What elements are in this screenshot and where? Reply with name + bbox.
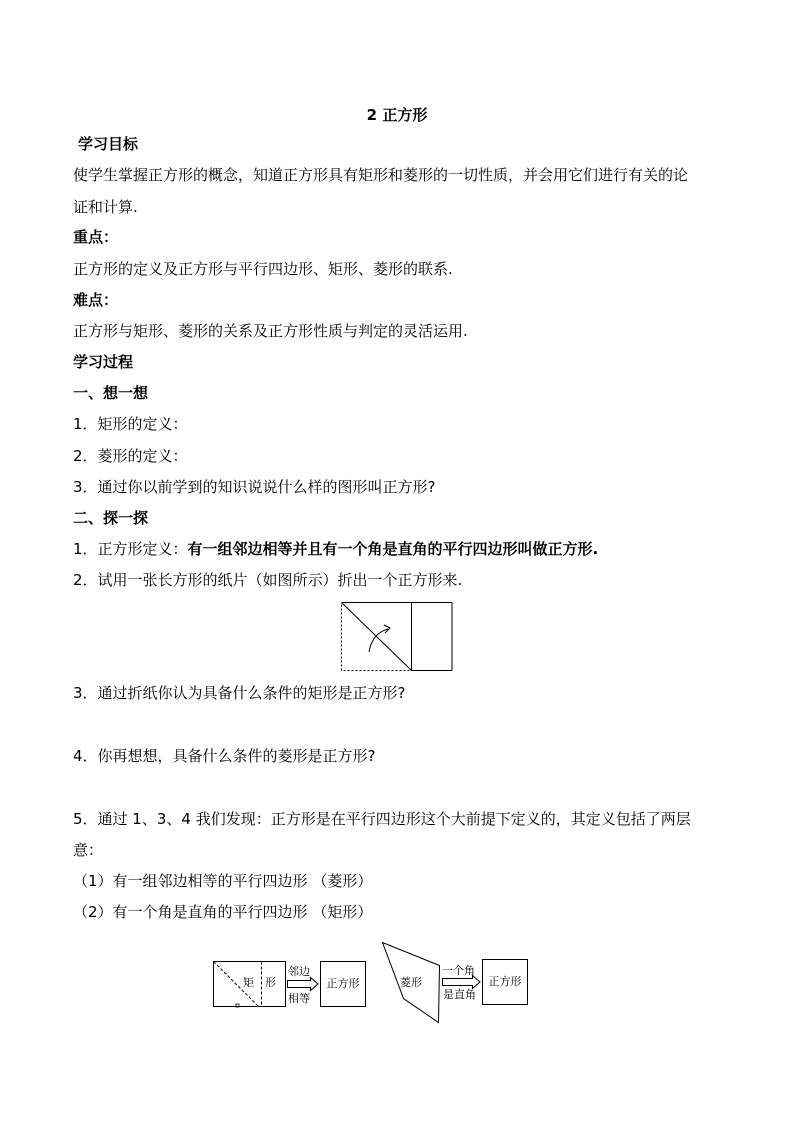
goal-heading: 学习目标 <box>78 135 139 153</box>
section2-item1 <box>73 539 598 559</box>
section2-item5-line2: 意： <box>73 841 104 859</box>
arrow1-bottom-label: 相等 <box>288 992 310 1005</box>
arrow2-top-label: 一个角 <box>442 964 475 977</box>
item1-prefix: 1．正方形定义： <box>73 540 188 558</box>
section2-sub2: （2）有一个角是直角的平行四边形 （矩形） <box>73 903 373 921</box>
goal-text-line1: 使学生掌握正方形的概念，知道正方形具有矩形和菱形的一切性质，并会用它们进行有关的论 <box>73 166 689 184</box>
section2-item3: 3．通过折纸你认为具备什么条件的矩形是正方形? <box>73 684 406 702</box>
section1-q3: 3．通过你以前学到的知识说说什么样的图形叫正方形? <box>73 478 436 496</box>
square-definition: 有一组邻边相等并且有一个角是直角的平行四边形叫做正方形. <box>187 540 599 558</box>
section1-heading: 一、想一想 <box>73 384 149 402</box>
difficulty-heading: 难点： <box>73 291 119 309</box>
relationship-diagram <box>210 940 540 1025</box>
square-label-1: 正方形 <box>326 977 360 990</box>
section1-q1: 1．矩形的定义： <box>73 415 188 433</box>
arrow2-bottom-label: 是直角 <box>443 988 476 1001</box>
rhombus-label: 菱形 <box>400 976 422 989</box>
section2-heading: 二、探一探 <box>73 509 149 527</box>
arrow1-icon <box>288 978 319 991</box>
rect-char2: 形 <box>265 976 276 989</box>
section1-q2: 2．菱形的定义： <box>73 447 188 465</box>
section2-item2: 2．试用一张长方形的纸片（如图所示）折出一个正方形来. <box>73 571 463 589</box>
rect-char1: 矩 <box>243 976 254 989</box>
square-label-2: 正方形 <box>488 975 522 988</box>
section2-sub1: （1）有一组邻边相等的平行四边形 （菱形） <box>73 872 373 890</box>
section2-item5-line1: 5．通过 1、3、4 我们发现：正方形是在平行四边形这个大前提下定义的，其定义包括了两层 <box>73 810 691 828</box>
fold-diagonal <box>342 603 412 671</box>
folding-paper-figure <box>341 602 453 672</box>
process-heading: 学习过程 <box>73 353 134 371</box>
key-text: 正方形的定义及正方形与平行四边形、矩形、菱形的联系. <box>73 260 453 278</box>
arrow2-icon <box>443 976 481 989</box>
key-heading: 重点： <box>73 228 119 246</box>
section2-item4: 4．你再想想，具备什么条件的菱形是正方形? <box>73 747 376 765</box>
arrow1-top-label: 邻边 <box>288 965 310 978</box>
page-title: 2 正方形 <box>366 106 428 124</box>
goal-text-line2: 证和计算. <box>73 198 138 216</box>
difficulty-text: 正方形与矩形、菱形的关系及正方形性质与判定的灵活运用. <box>73 322 468 340</box>
